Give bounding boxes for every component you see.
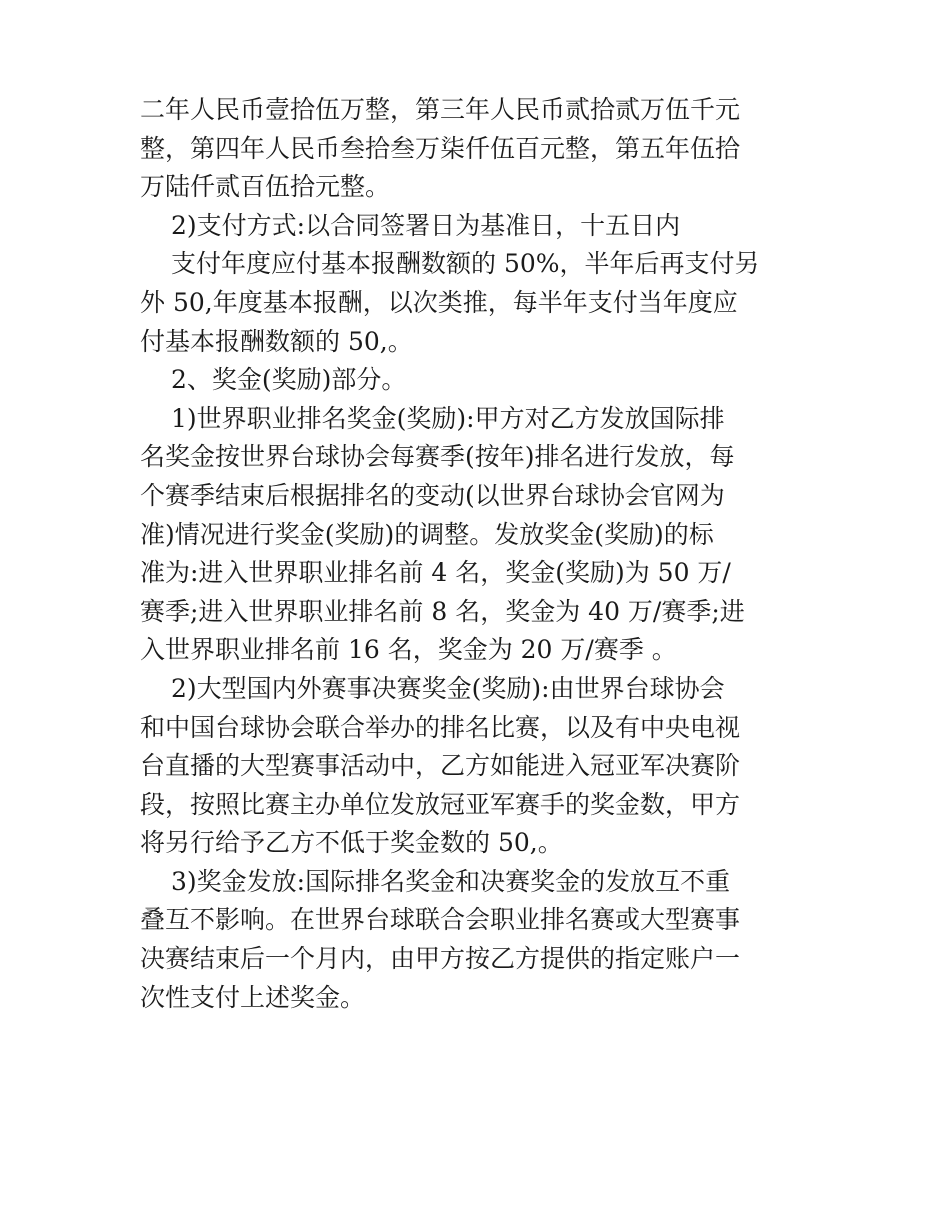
text-line: 2)大型国内外赛事决赛奖金(奖励):由世界台球协会 xyxy=(171,673,725,703)
document-body xyxy=(140,91,812,1017)
text-line: 叠互不影响。在世界台球联合会职业排名赛或大型赛事 xyxy=(140,905,741,935)
text-line: 2、奖金(奖励)部分。 xyxy=(171,365,407,395)
text-line: 外 50,年度基本报酬，以次类推，每半年支付当年度应 xyxy=(140,287,738,317)
text-line: 决赛结束后一个月内，由甲方按乙方提供的指定账户一 xyxy=(140,944,741,974)
text-line: 付基本报酬数额的 50,。 xyxy=(140,326,413,356)
text-line: 段，按照比赛主办单位发放冠亚军赛手的奖金数，甲方 xyxy=(140,789,741,819)
text-line: 入世界职业排名前 16 名，奖金为 20 万/赛季 。 xyxy=(140,635,677,665)
text-line: 名奖金按世界台球协会每赛季(按年)排名进行发放，每 xyxy=(140,442,735,472)
text-line: 万陆仟贰百伍拾元整。 xyxy=(140,172,391,202)
text-line: 赛季;进入世界职业排名前 8 名，奖金为 40 万/赛季;进 xyxy=(140,596,745,626)
text-line: 将另行给予乙方不低于奖金数的 50,。 xyxy=(140,828,563,858)
text-line: 整，第四年人民币叁拾叁万柒仟伍百元整，第五年伍拾 xyxy=(140,133,741,163)
text-line: 和中国台球协会联合举办的排名比赛，以及有中央电视 xyxy=(140,712,741,742)
text-line: 3)奖金发放:国际排名奖金和决赛奖金的发放互不重 xyxy=(171,866,731,896)
text-line: 支付年度应付基本报酬数额的 50%，半年后再支付另 xyxy=(171,249,760,279)
text-line: 准)情况进行奖金(奖励)的调整。发放奖金(奖励)的标 xyxy=(140,519,714,549)
text-line: 台直播的大型赛事活动中，乙方如能进入冠亚军决赛阶 xyxy=(140,751,741,781)
text-line: 次性支付上述奖金。 xyxy=(140,982,366,1012)
text-line: 准为:进入世界职业排名前 4 名，奖金(奖励)为 50 万/ xyxy=(140,558,731,588)
text-line: 1)世界职业排名奖金(奖励):甲方对乙方发放国际排 xyxy=(171,403,725,433)
text-line: 2)支付方式:以合同签署日为基准日，十五日内 xyxy=(171,210,681,240)
text-line: 个赛季结束后根据排名的变动(以世界台球协会官网为 xyxy=(140,480,725,510)
text-line: 二年人民币壹拾伍万整，第三年人民币贰拾贰万伍千元 xyxy=(140,95,741,124)
